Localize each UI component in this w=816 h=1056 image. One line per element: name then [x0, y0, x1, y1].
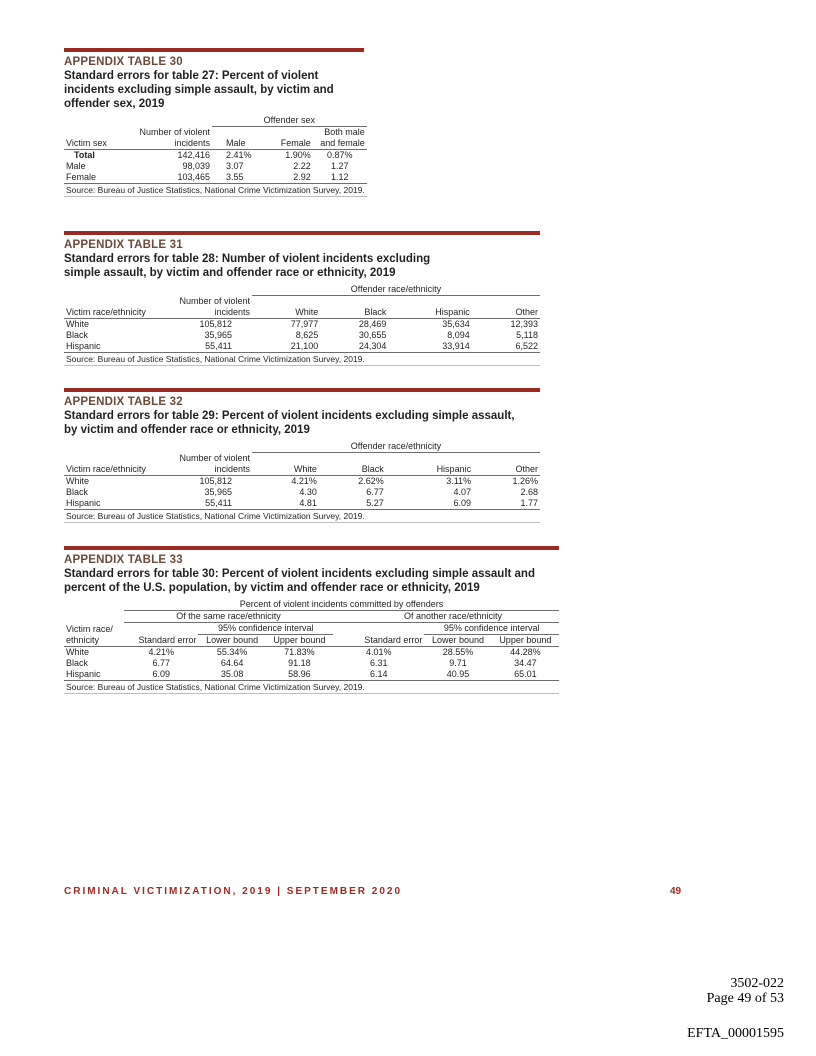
table-row: Hispanic 55,411 21,100 24,304 33,914 6,522 [66, 340, 538, 351]
table-32-header: Other [515, 463, 538, 474]
table-32-header: Victim race/ethnicity [66, 463, 146, 474]
table-33-ci-other: 95% confidence interval [424, 623, 559, 635]
table-row: Hispanic 6.09 35.08 58.96 6.14 40.95 65.01 [66, 669, 537, 679]
table-31-title: Standard errors for table 28: Number of violent incidents excluding simple assault, by victim and offender race or ethnicity, 2019 [64, 253, 431, 279]
table-row: Black 35,965 4.30 6.77 4.07 2.68 [66, 486, 538, 497]
appendix-table-32 [64, 388, 540, 523]
table-33-header: Standard error [138, 635, 197, 645]
table-31-header: Other [515, 306, 538, 317]
table-32 [64, 441, 540, 523]
table-30-label: APPENDIX TABLE 30 [64, 56, 183, 68]
table-31-header: Hispanic [435, 306, 470, 317]
table-32-spanner: Offender race/ethnicity [252, 441, 540, 453]
bates-number: EFTA_00001595 [687, 1026, 784, 1041]
table-row: Total 142,416 2.41% 1.90% 0.87% [74, 150, 353, 160]
table-30-source: Source: Bureau of Justice Statistics, National Crime Victimization Survey, 2019. [66, 185, 365, 195]
table-31 [64, 284, 540, 366]
table-32-label: APPENDIX TABLE 32 [64, 396, 183, 408]
table-33-group-same: Of the same race/ethnicity [124, 611, 333, 623]
table-33-header: Upper bound [499, 635, 552, 645]
table-30 [64, 115, 367, 197]
table-31-spanner: Offender race/ethnicity [252, 284, 540, 296]
table-32-header: Hispanic [436, 463, 472, 474]
table-row: Female 103,465 3.55 2.92 1.12 [66, 172, 349, 182]
table-31-header: White [295, 306, 319, 317]
appendix-table-33 [64, 546, 559, 694]
table-32-rule [64, 388, 540, 392]
table-row: Black 35,965 8,625 30,655 8,094 5,118 [66, 329, 538, 340]
table-33-stub-header: Victim race/ ethnicity [66, 624, 113, 645]
table-row: Hispanic 55,411 4.81 5.27 6.09 1.77 [66, 497, 538, 508]
page-of-stamp: Page 49 of 53 [706, 991, 784, 1006]
table-30-spanner: Offender sex [212, 115, 367, 127]
table-32-title: Standard errors for table 29: Percent of violent incidents excluding simple assault, by victim and offender race or ethnicity, 2019 [64, 410, 515, 436]
table-31-source: Source: Bureau of Justice Statistics, National Crime Victimization Survey, 2019. [64, 352, 540, 365]
table-33-label: APPENDIX TABLE 33 [64, 554, 183, 566]
table-row: White 4.21% 55.34% 71.83% 4.01% 28.55% 44.28% [66, 647, 541, 657]
table-31-header: Victim race/ethnicity [66, 306, 146, 317]
table-row: White 105,812 77,977 28,469 35,634 12,393 [66, 318, 538, 329]
table-33-rule [64, 546, 559, 550]
doc-id-stamp: 3502-022 [730, 976, 784, 991]
table-33-group-other: Of another race/ethnicity [333, 611, 559, 623]
table-33-header: Lower bound [206, 635, 259, 645]
table-32-header: White [293, 463, 317, 474]
table-31-label: APPENDIX TABLE 31 [64, 239, 183, 251]
table-row: White 105,812 4.21% 2.62% 3.11% 1.26% [66, 475, 538, 486]
appendix-table-31 [64, 231, 540, 366]
table-31-rule [64, 231, 540, 235]
table-33-source: Source: Bureau of Justice Statistics, National Crime Victimization Survey, 2019. [64, 681, 559, 694]
table-33-top-spanner: Percent of violent incidents committed by offenders [124, 599, 559, 611]
table-30-header: Male [226, 138, 246, 148]
table-row: Black 6.77 64.64 91.18 6.31 9.71 34.47 [66, 658, 537, 668]
table-33-ci-same: 95% confidence interval [198, 623, 333, 635]
table-32-header: Black [361, 463, 384, 474]
page-number: 49 [670, 886, 682, 897]
table-31-header: Number of violent incidents [179, 295, 250, 317]
appendix-table-30 [64, 48, 364, 197]
table-row: Male 98,039 3.07 2.22 1.27 [66, 161, 349, 171]
table-30-header: Female [280, 138, 311, 148]
table-33 [64, 599, 559, 694]
table-33-header: Upper bound [273, 635, 326, 645]
table-30-header: Both male and female [320, 127, 365, 148]
table-32-source: Source: Bureau of Justice Statistics, National Crime Victimization Survey, 2019. [64, 509, 540, 522]
table-31-header: Black [364, 306, 387, 317]
running-footer-title: CRIMINAL VICTIMIZATION, 2019 | SEPTEMBER 2020 [64, 886, 403, 897]
table-30-rule [64, 48, 364, 52]
table-33-title: Standard errors for table 30: Percent of violent incidents excluding simple assault and percent of the U.S. population, by victim and offender race or ethnicity, 2019 [64, 568, 535, 594]
table-30-header: Victim sex [66, 138, 107, 148]
table-33-header: Lower bound [432, 635, 485, 645]
table-33-header: Standard error [364, 635, 423, 645]
table-30-title: Standard errors for table 27: Percent of violent incidents excluding simple assault, by victim and offender sex, 2019 [64, 70, 334, 110]
table-32-header: Number of violent incidents [179, 452, 250, 474]
table-30-header: Number of violent incidents [139, 127, 210, 148]
